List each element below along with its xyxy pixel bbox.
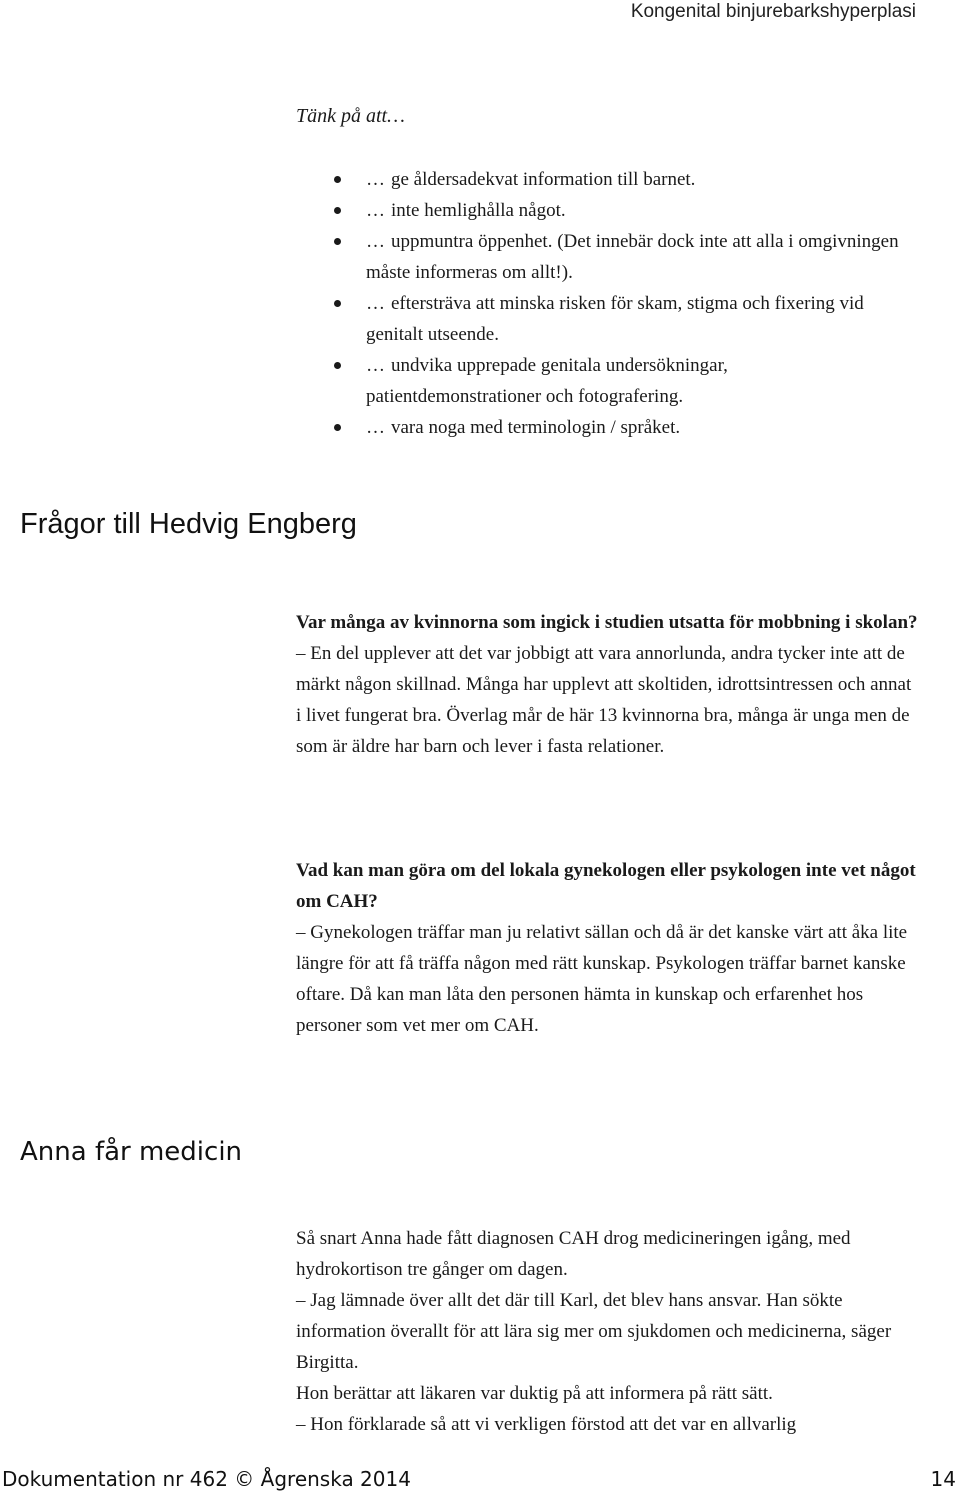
ellipsis: … bbox=[366, 231, 387, 252]
list-item bbox=[0, 164, 906, 195]
question-text: Var många av kvinnorna som ingick i studien utsatta för mobbning i skolan? bbox=[296, 612, 918, 633]
list-item-text: eftersträva att minska risken för skam, stigma och fixering vid genitalt utseende. bbox=[366, 293, 864, 345]
ellipsis: … bbox=[366, 293, 387, 314]
section-heading-medicine: Anna får medicin bbox=[20, 1137, 243, 1167]
running-header: Kongenital binjurebarkshyperplasi bbox=[630, 1, 916, 22]
qa-block-2 bbox=[296, 855, 921, 1041]
bullet-icon bbox=[334, 300, 341, 307]
answer-text: – En del upplever att det var jobbigt att vara annorlunda, andra tycker inte att de märkt någon skillnad. Många har upplevt att skoltiden, idrottsintressen och annat i livet fungerat bra. Överlag mår de här 13 kvinnorna bra, många är unga men de som är äldre har barn och lever i fasta relationer. bbox=[296, 643, 912, 757]
answer-text: – Gynekologen träffar man ju relativt sällan och då är det kanske värt att åka lite längre för att få träffa någon med rätt kunskap. Psykologen träffar barnet kanske oftare. Då kan man låta den personen hämta in kunskap och erfarenhet hos personer som vet mer om CAH. bbox=[296, 922, 908, 1036]
question-text: Vad kan man göra om del lokala gynekologen eller psykologen inte vet något om CAH? bbox=[296, 860, 916, 912]
list-item bbox=[0, 195, 906, 226]
list-item-text: uppmuntra öppenhet. (Det innebär dock inte att alla i omgivningen måste informeras om allt!). bbox=[366, 231, 899, 283]
list-item bbox=[0, 412, 906, 443]
ellipsis: … bbox=[366, 200, 387, 221]
bullet-icon bbox=[334, 176, 341, 183]
bullet-icon bbox=[334, 207, 341, 214]
section-heading-questions: Frågor till Hedvig Engberg bbox=[20, 508, 357, 540]
think-heading: Tänk på att… bbox=[296, 105, 405, 127]
list-item-text: vara noga med terminologin / språket. bbox=[391, 417, 681, 438]
list-item-text: inte hemlighålla något. bbox=[391, 200, 566, 221]
list-item-text: undvika upprepade genitala undersökningar, patientdemonstrationer och fotografering. bbox=[366, 355, 728, 407]
page-number: 14 bbox=[930, 1467, 956, 1491]
paragraph: Hon berättar att läkaren var duktig på att informera på rätt sätt. bbox=[296, 1383, 773, 1404]
think-list bbox=[0, 164, 960, 443]
qa-block-1 bbox=[296, 607, 921, 762]
bullet-icon bbox=[334, 362, 341, 369]
paragraph: – Hon förklarade så att vi verkligen förstod att det var en allvarlig bbox=[296, 1414, 797, 1435]
bullet-icon bbox=[334, 424, 341, 431]
list-item bbox=[0, 226, 906, 288]
list-item bbox=[0, 288, 906, 350]
paragraph: Så snart Anna hade fått diagnosen CAH drog medicineringen igång, med hydrokortison tre gånger om dagen. bbox=[296, 1228, 851, 1280]
ellipsis: … bbox=[366, 355, 387, 376]
paragraph: – Jag lämnade över allt det där till Karl, det blev hans ansvar. Han sökte information överallt för att lära sig mer om sjukdomen och medicinerna, säger Birgitta. bbox=[296, 1290, 892, 1373]
ellipsis: … bbox=[366, 417, 387, 438]
bullet-icon bbox=[334, 238, 341, 245]
list-item bbox=[0, 350, 906, 412]
list-item-text: ge åldersadekvat information till barnet. bbox=[391, 169, 696, 190]
ellipsis: … bbox=[366, 169, 387, 190]
footer-text: Dokumentation nr 462 © Ågrenska 2014 bbox=[2, 1467, 411, 1491]
medicine-text-block bbox=[296, 1223, 921, 1440]
